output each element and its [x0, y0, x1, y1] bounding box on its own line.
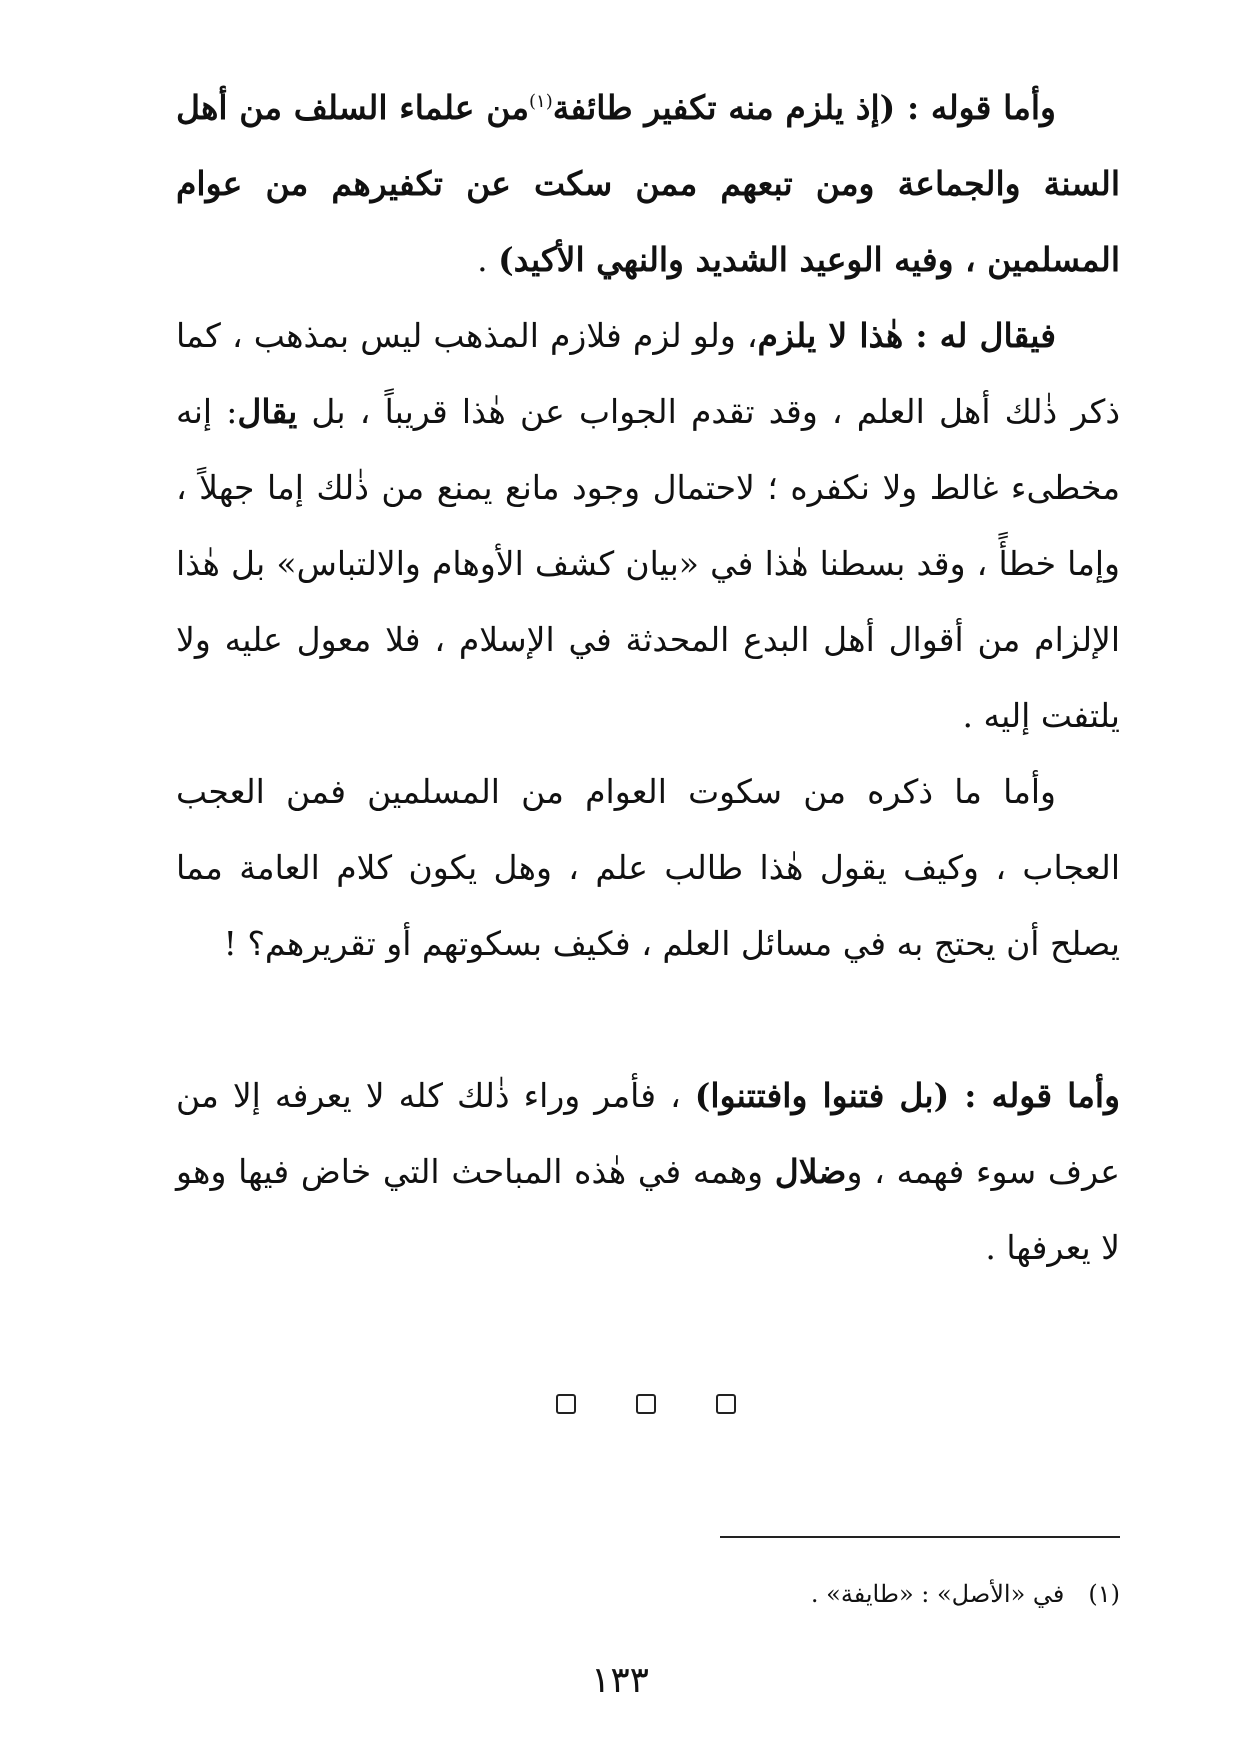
paragraph-1-lead: وأما قوله :	[895, 88, 1056, 127]
paragraph-2	[176, 298, 1120, 754]
separator-square-icon	[716, 1394, 736, 1414]
footnote-divider	[720, 1536, 1120, 1538]
footnote-marker[interactable]: (١)	[529, 91, 553, 112]
paragraph-4-bold-phrase: ضلال	[774, 1152, 847, 1191]
paragraph-1-quote: (إذ يلزم منه تكفير طائفة	[552, 88, 896, 127]
paragraph-2-bold-phrase: هٰذا لا يلزم	[757, 316, 904, 355]
footnote-text: في «الأصل» : «طايفة» .	[810, 1580, 1065, 1608]
paragraph-4-quote: (بل فتنوا وافتتنوا)	[694, 1076, 950, 1115]
paragraph-2-text-b: : إنه مخطىء غالط ولا نكفره ؛ لاحتمال وجود مانع يمنع من ذٰلك إما جهلاً ، وإما خطأً ، وقد بسطنا هٰذا في «بيان كشف الأوهام والالتباس» بل هٰذا الإلزام من أقوال أهل البدع المحدثة في الإسلام ، فلا معول عليه ولا يلتفت إليه .	[176, 392, 1120, 735]
paragraph-3	[176, 754, 1120, 982]
paragraph-2-lead: فيقال له :	[903, 316, 1056, 355]
paragraph-2-text-a: ، ولو لزم فلازم المذهب ليس بمذهب ، كما ذكر ذٰلك أهل العلم ، وقد تقدم الجواب عن هٰذا قريباً ، بل	[176, 316, 1121, 431]
paragraph-1	[176, 70, 1120, 298]
paragraph-1-tail: .	[477, 240, 499, 279]
paragraph-4-text-a: ، فأمر وراء ذٰلك كله لا يعرفه إلا من عرف سوء فهمه ، و	[176, 1076, 1120, 1191]
section-separator	[556, 1394, 736, 1430]
paragraph-4-lead: وأما قوله :	[949, 1076, 1120, 1115]
paragraph-1-quote-rest: من علماء السلف من أهل السنة والجماعة ومن تبعهم ممن سكت عن تكفيرهم من عوام المسلمين ، وفيه الوعيد الشديد والنهي الأكيد)	[176, 88, 1120, 279]
paragraph-2-bold-phrase-2: يقال	[237, 392, 298, 431]
page-number: ١٣٣	[590, 1660, 649, 1701]
separator-square-icon	[556, 1394, 576, 1414]
separator-square-icon	[636, 1394, 656, 1414]
paragraph-4-text-b: وهمه في هٰذه المباحث التي خاض فيها وهو لا يعرفها .	[176, 1152, 1120, 1267]
footnote	[176, 1574, 1120, 1614]
footnote-number: (١)	[1088, 1580, 1120, 1608]
paragraph-3-text: وأما ما ذكره من سكوت العوام من المسلمين فمن العجب العجاب ، وكيف يقول هٰذا طالب علم ، وهل يكون كلام العامة مما يصلح أن يحتج به في مسائل العلم ، فكيف بسكوتهم أو تقريرهم؟ !	[176, 772, 1120, 963]
paragraph-4	[176, 1058, 1120, 1286]
